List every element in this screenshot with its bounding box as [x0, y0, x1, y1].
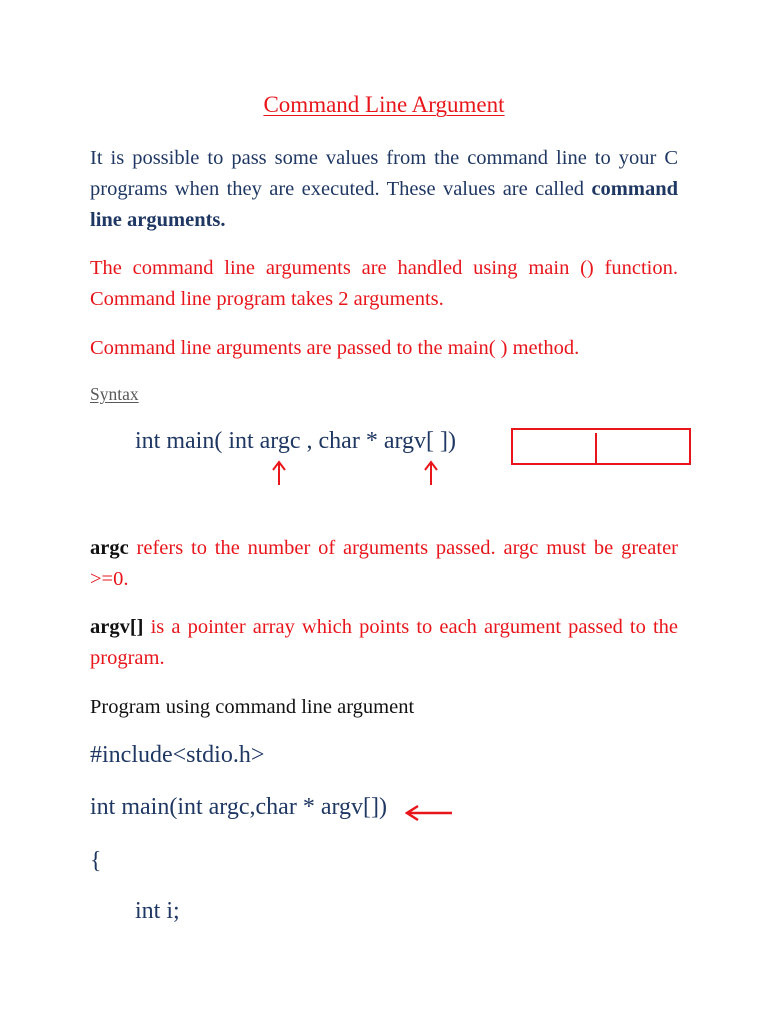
handled-paragraph: The command line arguments are handled using main () function. Command line program takes 2 arguments.: [90, 257, 678, 310]
code-line: int main(int argc,char * argv[]): [90, 794, 387, 820]
arrow-left-icon: [405, 804, 453, 822]
code-line: {: [90, 848, 102, 874]
intro-text: It is possible to pass some values from the command line to your C programs when they are executed. These values are called: [90, 147, 678, 200]
array-cell-divider: [595, 433, 597, 463]
argv-term: argv[]: [90, 616, 144, 638]
arrow-up-icon: [424, 460, 438, 486]
code-line: #include<stdio.h>: [90, 742, 265, 768]
passed-paragraph: Command line arguments are passed to the main( ) method.: [90, 337, 580, 359]
argc-term: argc: [90, 537, 129, 559]
argc-text: refers to the number of arguments passed. argc must be greater >=0.: [90, 537, 678, 590]
argc-description: [90, 533, 678, 595]
program-heading: Program using command line argument: [90, 696, 415, 718]
argv-text: is a pointer array which points to each argument passed to the program.: [90, 616, 678, 669]
argv-description: [90, 612, 678, 674]
intro-bold-term: command line arguments.: [90, 178, 678, 231]
syntax-code: int main( int argc , char * argv[ ]): [135, 428, 456, 454]
intro-paragraph: [90, 143, 678, 236]
arrow-up-icon: [272, 460, 286, 486]
code-line: int i;: [135, 898, 180, 924]
page-title: Command Line Argument: [263, 92, 505, 117]
argv-array-diagram: [511, 428, 691, 465]
syntax-label: Syntax: [90, 384, 139, 404]
